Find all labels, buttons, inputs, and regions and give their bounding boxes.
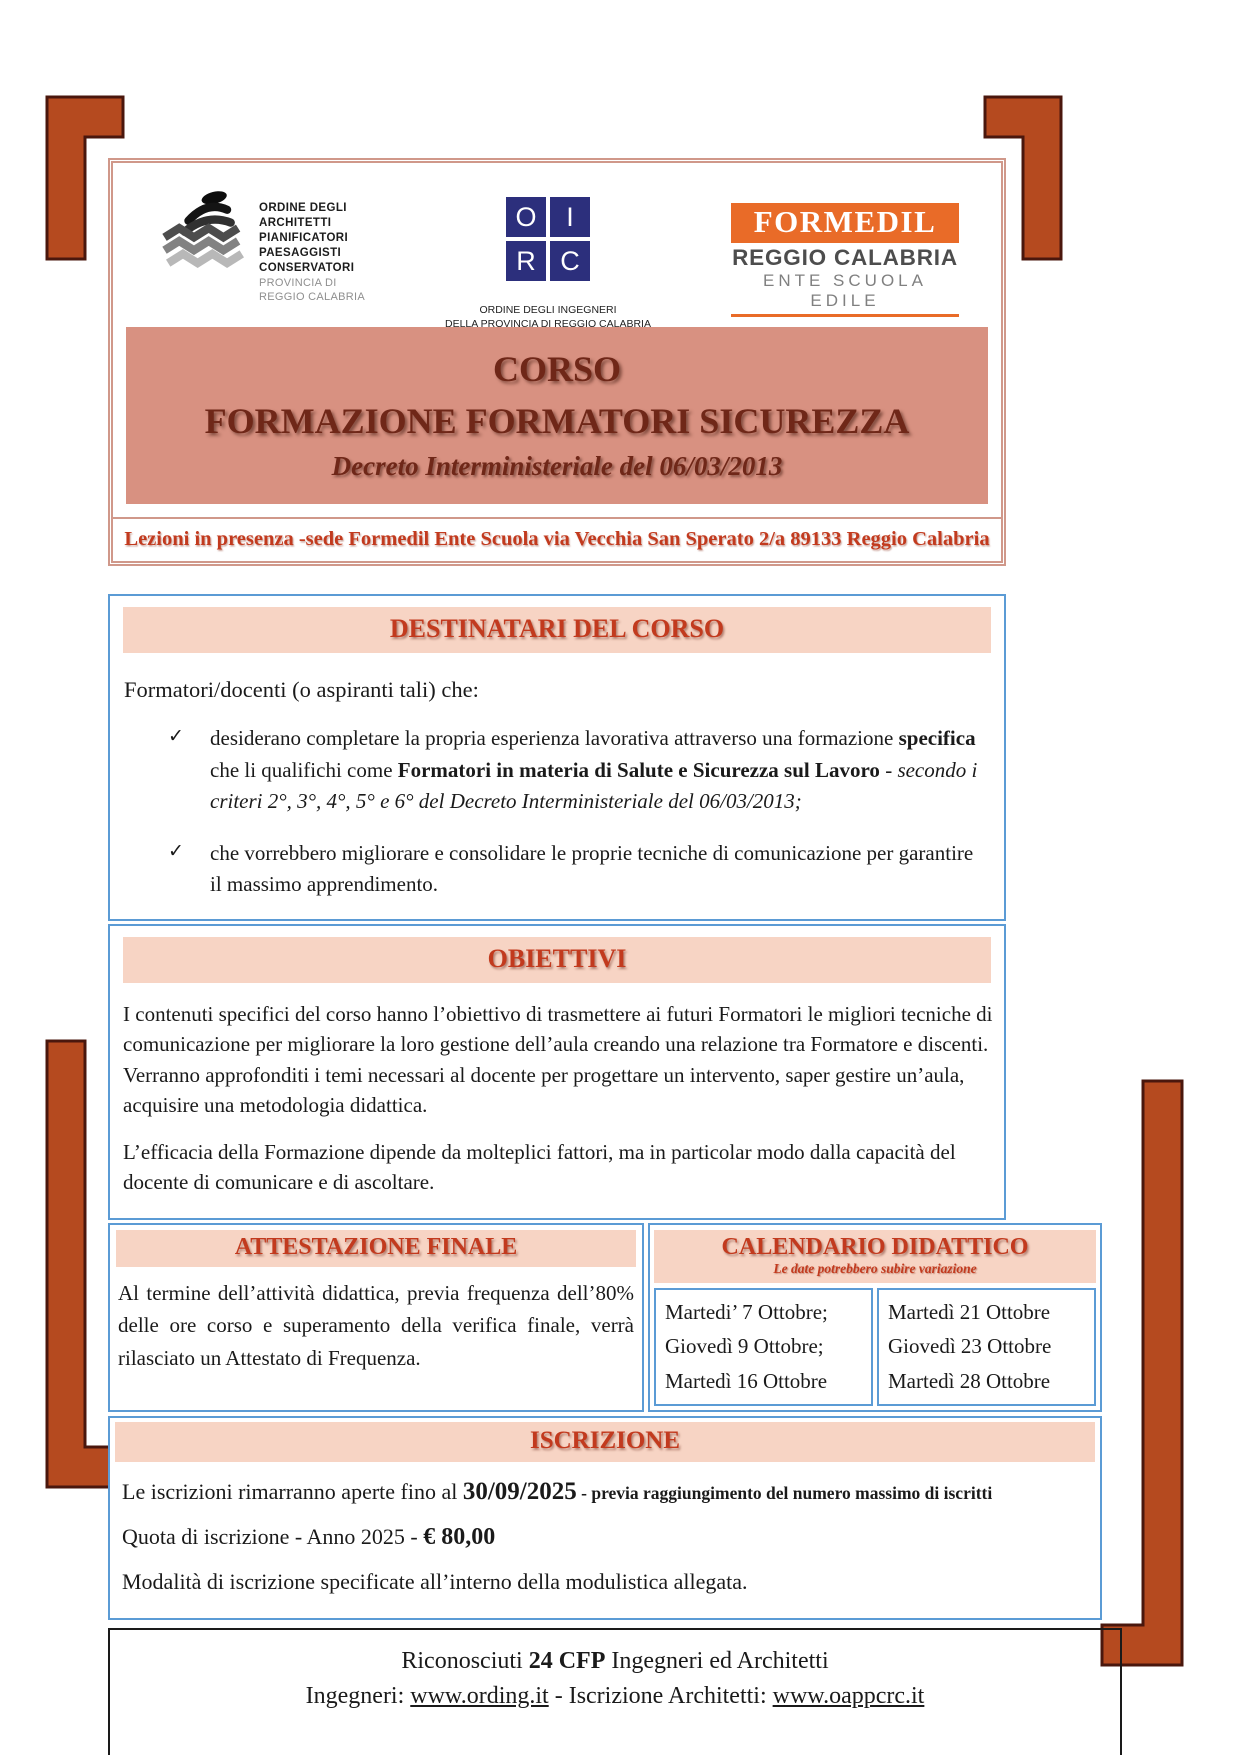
iscrizione-deadline-date: 30/09/2025 (462, 1477, 577, 1505)
obiettivi-paragraph-1: I contenuti specifici del corso hanno l’obiettivo di trasmettere ai futuri Formatori le migliori tecniche di comunicazione per migliorare la loro gestione dell’aula creando una relazione tra Formatore e discenti. Verranno approfonditi i temi necessari al docente per progettare un intervento, saper gestire un’aula, acquisire una metodologia didattica. (123, 1001, 993, 1118)
footer-cfp-line (110, 1644, 1120, 1679)
iscrizione-deadline-text: Le iscrizioni rimarranno aperte fino al (122, 1478, 463, 1504)
corner-bracket-bottom-right-icon (1099, 1078, 1185, 1668)
architetti-name-line: PIANIFICATORI (259, 231, 349, 244)
obiettivi-paragraph-2: L’efficacia della Formazione dipende da molteplici fattori, ma in particolar modo dalla capacità del docente di comunicare e di ascoltare. (123, 1139, 956, 1195)
destinatari-bullet-1-text (210, 723, 978, 818)
iscrizione-sep: - (576, 1482, 592, 1503)
checkmark-icon: ✓ (168, 840, 184, 862)
destinatari-intro: Formatori/docenti (o aspiranti tali) che: (124, 677, 479, 703)
location-bar: Lezioni in presenza -sede Formedil Ente Scuola via Vecchia San Sperato 2/a 89133 Reggio Calabria (113, 517, 1001, 561)
calendario-date: Martedì 21 Ottobre (888, 1299, 1051, 1324)
section-iscrizione (108, 1416, 1102, 1621)
bullet1-text: che li qualifichi come (210, 757, 398, 782)
iscrizione-line-2 (122, 1521, 1088, 1553)
footer-cfp-box (108, 1628, 1122, 1755)
calendario-date: Martedì 16 Ottobre (665, 1368, 828, 1393)
link-ording[interactable]: www.ording.it (410, 1683, 549, 1710)
architetti-sub-line: REGGIO CALABRIA (259, 290, 365, 303)
iscrizione-line-3: Modalità di iscrizione specificate all’interno della modulistica allegata. (122, 1568, 748, 1594)
attestazione-calendario-row (108, 1223, 1052, 1412)
architetti-sub-line: PROVINCIA DI (259, 276, 337, 289)
attestazione-body: Al termine dell’attività didattica, previa frequenza dell’80% delle ore corso e superamento della verifica finale, verrà rilasciato un Attestato di Frequenza. (118, 1280, 634, 1370)
oirc-grid-icon (506, 197, 590, 281)
flyer-content (108, 158, 1052, 1755)
architetti-name-line: ARCHITETTI (259, 216, 332, 229)
footer-label-architetti: - Iscrizione Architetti: (548, 1683, 773, 1710)
logo-formedil (731, 187, 959, 317)
course-title-line2: FORMAZIONE FORMATORI SICUREZZA (204, 401, 910, 442)
calendario-header (654, 1230, 1096, 1283)
calendario-date: Giovedì 23 Ottobre (888, 1334, 1052, 1359)
footer-links-line (110, 1679, 1120, 1714)
calendario-column-2 (877, 1288, 1096, 1406)
architetti-logo-text (259, 187, 365, 304)
calendario-date: Giovedì 9 Ottobre; (665, 1334, 824, 1359)
attestazione-header: ATTESTAZIONE FINALE (116, 1230, 636, 1267)
calendario-note: Le date potrebbero subire variazione (773, 1260, 977, 1276)
logos-row (113, 163, 1001, 331)
checkmark-icon: ✓ (168, 726, 184, 748)
architetti-name-line: CONSERVATORI (259, 261, 355, 274)
section-calendario (648, 1223, 1102, 1412)
formedil-tagline: ENTE SCUOLA EDILE (731, 271, 959, 317)
oirc-caption-line1: ORDINE DEGLI INGEGNERI (479, 304, 617, 316)
formedil-wordmark: FORMEDIL (731, 203, 959, 243)
iscrizione-header: ISCRIZIONE (115, 1422, 1095, 1462)
section-attestazione (108, 1223, 644, 1412)
architetti-name-line: PAESAGGISTI (259, 246, 342, 259)
oirc-letter: O (506, 197, 546, 237)
oirc-caption (445, 303, 651, 331)
architetti-name-line: ORDINE DEGLI (259, 202, 347, 214)
oirc-letter: C (550, 241, 590, 281)
bullet1-bold: specifica (898, 726, 976, 751)
section-obiettivi (108, 924, 1006, 1220)
section-destinatari (108, 594, 1006, 921)
oirc-letter: R (506, 241, 546, 281)
footer-label-ingegneri: Ingegneri: (305, 1683, 411, 1710)
calendario-date: Martedi’ 7 Ottobre; (665, 1299, 828, 1324)
course-title-line1: CORSO (492, 349, 622, 389)
obiettivi-header: OBIETTIVI (123, 937, 991, 983)
bullet1-text: desiderano completare la propria esperienza lavorativa attraverso una formazione (210, 726, 899, 751)
destinatari-bullet-1 (168, 723, 978, 818)
iscrizione-fee-text: Quota di iscrizione - Anno 2025 - (122, 1524, 424, 1550)
bullet1-italic: secondo i criteri 2°, 3°, 4°, 5° e 6° del Decreto Interministeriale del 06/03/2013; (210, 757, 978, 814)
bullet1-text: - (879, 757, 898, 782)
iscrizione-line-1 (122, 1475, 1088, 1509)
destinatari-header: DESTINATARI DEL CORSO (123, 607, 991, 653)
calendario-table (654, 1288, 1096, 1406)
footer-cfp-value: 24 CFP (528, 1648, 606, 1675)
oirc-letter: I (550, 197, 590, 237)
calendario-title: CALENDARIO DIDATTICO (721, 1233, 1029, 1260)
logo-architetti (159, 187, 365, 304)
bullet1-bold: Formatori in materia di Salute e Sicurezza sul Lavoro (397, 757, 880, 782)
architetti-logo-icon (159, 187, 251, 273)
calendario-column-1 (654, 1288, 873, 1406)
formedil-subtitle: REGGIO CALABRIA (732, 245, 958, 270)
destinatari-bullet-2-text: che vorrebbero migliorare e consolidare le proprie tecniche di comunicazione per garantire il massimo apprendimento. (210, 840, 974, 897)
logo-oirc (445, 187, 651, 331)
iscrizione-deadline-note: previa raggiungimento del numero massimo di iscritti (591, 1482, 993, 1503)
course-title-line3: Decreto Interministeriale del 06/03/2013 (331, 451, 783, 482)
oirc-caption-line2: DELLA PROVINCIA DI REGGIO CALABRIA (445, 318, 651, 331)
destinatari-bullet-2 (168, 838, 978, 901)
link-oappcrc[interactable]: www.oappcrc.it (772, 1683, 925, 1710)
header-frame (108, 158, 1006, 566)
calendario-date: Martedì 28 Ottobre (888, 1368, 1051, 1393)
footer-cfp-post: Ingegneri ed Architetti (605, 1648, 829, 1675)
footer-cfp-pre: Riconosciuti (401, 1648, 529, 1675)
course-title-block (126, 327, 988, 504)
iscrizione-fee-amount: € 80,00 (423, 1524, 496, 1551)
